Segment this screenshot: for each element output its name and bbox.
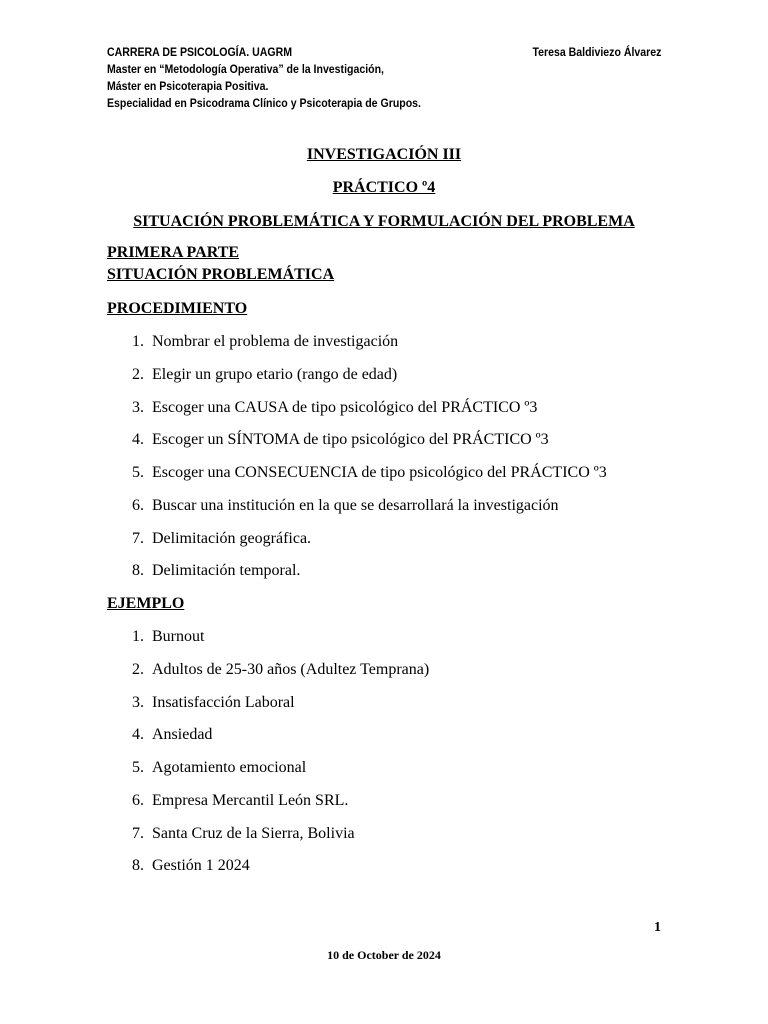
list-item-text: Delimitación geográfica. [152, 529, 312, 547]
header-credential-3: Especialidad en Psicodrama Clínico y Psicoterapia de Grupos. [107, 96, 421, 110]
list-item: 1. Nombrar el problema de investigación [132, 333, 399, 350]
footer-date: 10 de October de 2024 [327, 948, 441, 962]
list-item: 1. Burnout [132, 628, 205, 645]
header-author: Teresa Baldiviezo Álvarez [532, 45, 662, 59]
list-item: 6. Buscar una institución en la que se desarrollará la investigación [132, 496, 559, 514]
list-item: 5. Agotamiento emocional [132, 759, 307, 776]
header-credential-1: Master en “Metodología Operativa” de la Investigación, [107, 62, 384, 76]
header-institution: CARRERA DE PSICOLOGÍA. UAGRM [107, 45, 293, 59]
header-credential-2: Máster en Psicoterapia Positiva. [107, 79, 269, 93]
list-item-text: Escoger una CAUSA de tipo psicológico del PRÁCTICO º3 [152, 398, 538, 416]
list-item-text: Insatisfacción Laboral [152, 693, 295, 711]
list-item: 7. Santa Cruz de la Sierra, Bolivia [132, 824, 355, 842]
list-item: 4. Ansiedad [132, 726, 213, 744]
list-item: 3. Insatisfacción Laboral [132, 693, 295, 711]
part-label: PRIMERA PARTE [107, 244, 240, 261]
list-item-text: Gestión 1 2024 [152, 857, 250, 875]
list-item-text: Empresa Mercantil León SRL. [152, 791, 349, 809]
list-item-text: Santa Cruz de la Sierra, Bolivia [152, 824, 355, 842]
example-heading: EJEMPLO [107, 595, 185, 612]
list-item-text: Elegir un grupo etario (rango de edad) [152, 365, 398, 383]
list-item: 6. Empresa Mercantil León SRL. [132, 791, 349, 809]
list-item-text: Adultos de 25-30 años (Adultez Temprana) [152, 660, 430, 678]
list-item-text: Escoger un SÍNTOMA de tipo psicológico del PRÁCTICO º3 [152, 431, 549, 449]
list-item-text: Nombrar el problema de investigación [152, 333, 399, 350]
list-item: 5. Escoger una CONSECUENCIA de tipo psicológico del PRÁCTICO º3 [132, 464, 607, 481]
list-item-text: Escoger una CONSECUENCIA de tipo psicológico del PRÁCTICO º3 [152, 464, 607, 481]
list-item-text: Burnout [152, 628, 205, 645]
list-item-text: Ansiedad [152, 726, 213, 744]
example-list [107, 627, 429, 889]
list-item-text: Delimitación temporal. [152, 562, 301, 580]
topic-title: SITUACIÓN PROBLEMÁTICA Y FORMULACIÓN DEL PROBLEMA [133, 213, 635, 230]
page-number: 1 [654, 920, 661, 935]
list-item: 2. Adultos de 25-30 años (Adultez Temprana) [132, 660, 430, 678]
list-item: 4. Escoger un SÍNTOMA de tipo psicológico del PRÁCTICO º3 [132, 431, 549, 449]
procedure-heading: PROCEDIMIENTO [107, 300, 248, 317]
practice-title: PRÁCTICO º4 [332, 179, 436, 196]
list-item: 8. Gestión 1 2024 [132, 857, 250, 875]
list-item: 7. Delimitación geográfica. [132, 529, 312, 547]
list-item: 3. Escoger una CAUSA de tipo psicológico del PRÁCTICO º3 [132, 398, 538, 416]
page-header [107, 44, 661, 112]
list-item-text: Buscar una institución en la que se desarrollará la investigación [152, 496, 559, 514]
part-subtitle: SITUACIÓN PROBLEMÁTICA [107, 266, 335, 283]
part-heading [107, 242, 334, 286]
procedure-list [107, 332, 607, 594]
list-item: 8. Delimitación temporal. [132, 562, 301, 580]
course-title: INVESTIGACIÓN III [306, 146, 462, 163]
list-item: 2. Elegir un grupo etario (rango de edad) [132, 365, 398, 383]
list-item-text: Agotamiento emocional [152, 759, 307, 776]
